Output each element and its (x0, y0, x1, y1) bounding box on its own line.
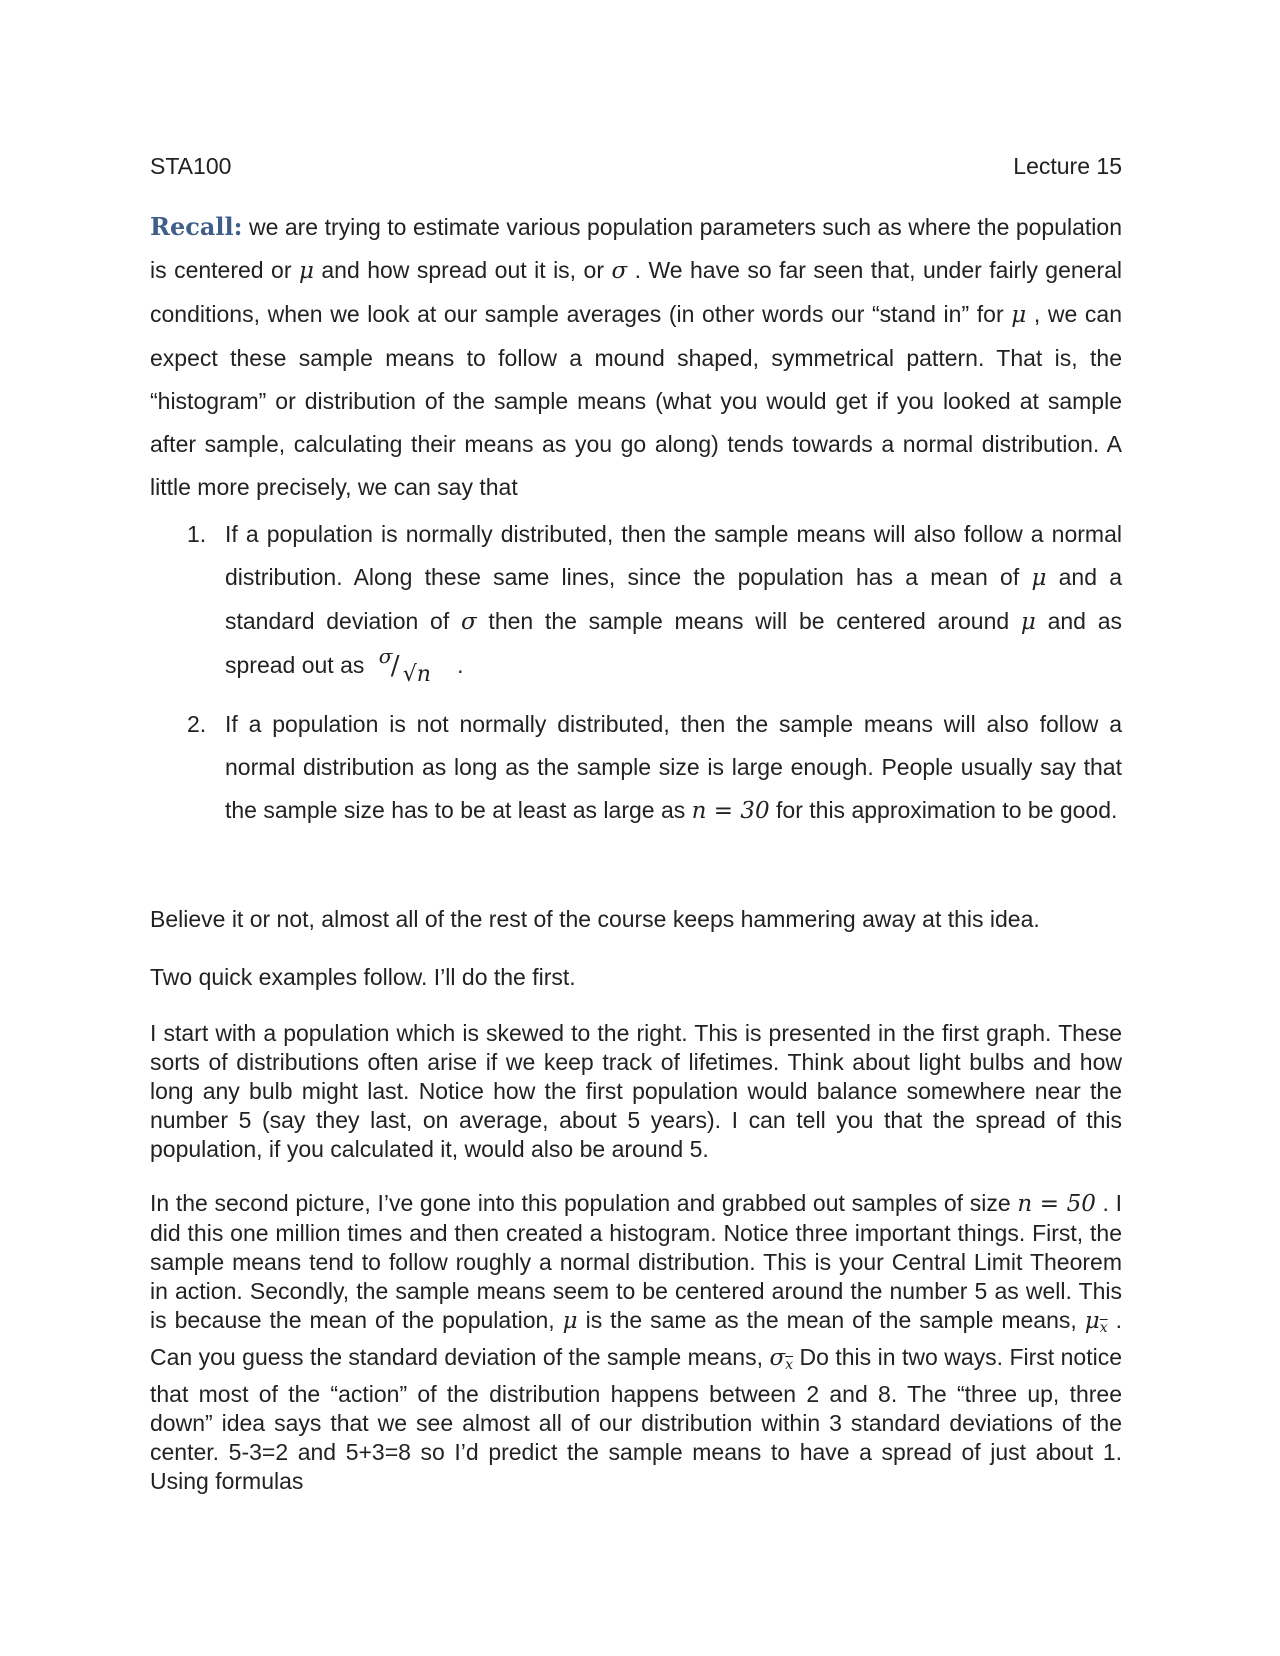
list-number: 1. (187, 521, 207, 547)
mu-symbol: μ (1020, 609, 1036, 635)
xbar-subscript: x (1099, 1320, 1108, 1336)
item-text: and a standard deviation of (225, 564, 1122, 634)
frac-slash: / (390, 651, 400, 681)
list-item (187, 703, 1122, 833)
recall-paragraph (150, 205, 1122, 509)
sigma-symbol: σ (611, 258, 628, 284)
list-number: 2. (187, 711, 207, 737)
recall-text-1: we are trying to estimate various population parameters such as where the population is centered or (150, 214, 1122, 283)
item-text: If a population is not normally distributed, then the sample means will also follow a normal distribution as long as the sample size is large enough. People usually say that the sample size has to be at least as large as (225, 711, 1122, 823)
second-picture-paragraph (150, 1189, 1122, 1496)
skewed-population-paragraph: I start with a population which is skewed to the right. This is presented in the first graph. These sorts of distributions often arise if we keep track of lifetimes. Think about light bulbs and how long any bulb might last. Notice how the first population would balance somewhere near the number 5 (say they last, on average, about 5 years). I can tell you that the spread of this population, if you calculated it, would also be around 5. (150, 1020, 1122, 1162)
item-text: If a population is normally distributed, then the sample means will also follow a normal distribution. Along these same lines, since the population has a mean of (225, 521, 1122, 590)
recall-label: Recall: (150, 212, 243, 241)
recall-text-2: and how spread out it is, or (313, 257, 612, 283)
two-examples-sentence: Two quick examples follow. I’ll do the first. (150, 964, 576, 990)
mu-symbol: μ (1011, 302, 1027, 328)
item-text: and as spread out as (225, 608, 1123, 678)
mu-symbol: μ (562, 1308, 578, 1334)
sigma-over-root-n (377, 644, 451, 687)
frac-numerator: σ (378, 644, 393, 668)
item-text: then the sample means will be centered around (476, 608, 1021, 634)
para-text: . I did this one million times and then created a histogram. Notice three important things. First, the sample means tend to follow roughly a normal distribution. This is your Central Limit Theorem in action. Secondly, the sample means seem to be centered around the number 5 as well. This is because the mean of the population, (150, 1190, 1123, 1333)
sigma-symbol: σ (769, 1345, 786, 1371)
mu-symbol: μ (298, 258, 314, 284)
mu-symbol: μ (1031, 565, 1047, 591)
item-text: . (450, 652, 464, 678)
lecture-number: Lecture 15 (1013, 153, 1122, 179)
xbar-subscript: x (785, 1357, 794, 1373)
list-item (187, 513, 1123, 687)
para-text: Do this in two ways. First notice that most of the “action” of the distribution happens between 2 and 8. The “three up, three down” idea says that we see almost all of our distribution within 3 standard deviations of the center. 5-3=2 and 5+3=8 so I’d predict the sample means to have a spread of just about 1. Using formulas (150, 1344, 1122, 1494)
mu-symbol: μ (1084, 1308, 1100, 1334)
numbered-list-item-2 (187, 703, 1122, 833)
recall-text-3: . We have so far seen that, under fairly general conditions, when we look at our sample averages (in other words our “stand in” for (150, 257, 1123, 327)
sigma-symbol: σ (460, 609, 477, 635)
para-text: is the same as the mean of the sample means, (577, 1307, 1085, 1333)
numbered-list-item-1 (187, 513, 1123, 687)
course-code: STA100 (150, 153, 232, 179)
frac-denominator: √n (402, 662, 431, 687)
mu-xbar-symbol (1085, 1308, 1108, 1334)
item-text: for this approximation to be good. (769, 797, 1118, 823)
n-equals-30: n = 30 (691, 798, 770, 824)
n-equals-50: n = 50 (1017, 1191, 1096, 1217)
para-text: In the second picture, I’ve gone into this population and grabbed out samples of size (150, 1190, 1018, 1216)
para-text: . Can you guess the standard deviation of the sample means, (150, 1307, 1122, 1370)
sigma-xbar-symbol (769, 1345, 793, 1371)
believe-sentence: Believe it or not, almost all of the rest of the course keeps hammering away at this idea. (150, 906, 1040, 932)
recall-text-4: , we can expect these sample means to follow a mound shaped, symmetrical pattern. That is, the “histogram” or distribution of the sample means (what you would get if you looked at sample after sample, calculating their means as you go along) tends towards a normal distribution. A little more precisely, we can say that (150, 301, 1123, 500)
